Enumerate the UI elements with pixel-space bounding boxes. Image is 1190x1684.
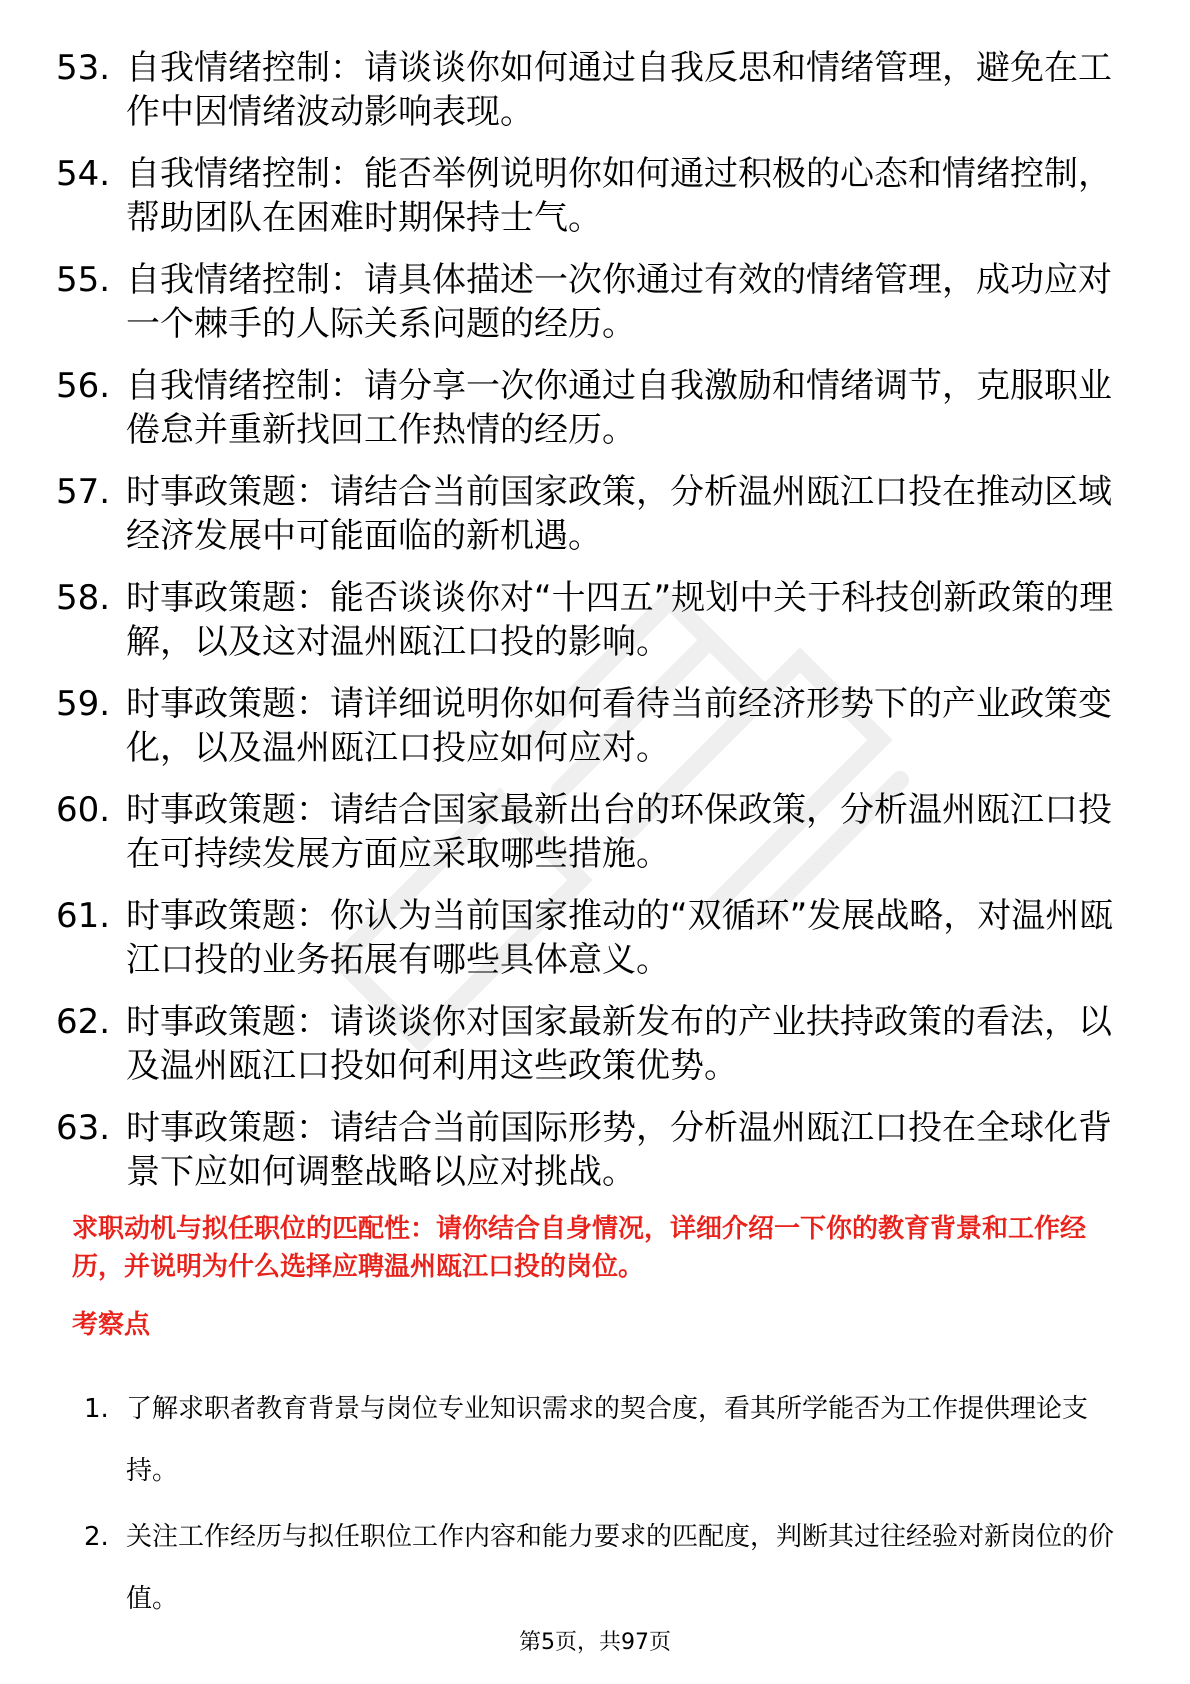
question-number: 53. xyxy=(56,48,111,88)
question-number: 54. xyxy=(56,154,111,194)
question-item xyxy=(56,1106,1136,1194)
question-text: 时事政策题：能否谈谈你对“十四五”规划中关于科技创新政策的理解，以及这对温州瓯江口投的影响。 xyxy=(126,578,1114,662)
question-text: 时事政策题：请结合当前国际形势，分析温州瓯江口投在全球化背景下应如何调整战略以应对挑战。 xyxy=(126,1108,1112,1192)
point-text: 关注工作经历与拟任职位工作内容和能力要求的匹配度，判断其过往经验对新岗位的价值。 xyxy=(126,1522,1115,1614)
question-item xyxy=(56,470,1136,558)
question-text: 时事政策题：请详细说明你如何看待当前经济形势下的产业政策变化，以及温州瓯江口投应如何应对。 xyxy=(126,684,1112,768)
question-number: 61. xyxy=(56,896,111,936)
question-number: 58. xyxy=(56,578,111,618)
question-item xyxy=(56,894,1136,982)
question-text: 时事政策题：请结合当前国家政策，分析温州瓯江口投在推动区域经济发展中可能面临的新机遇。 xyxy=(126,472,1112,556)
point-text: 了解求职者教育背景与岗位专业知识需求的契合度，看其所学能否为工作提供理论支持。 xyxy=(126,1394,1089,1486)
point-number: 2. xyxy=(84,1522,109,1552)
page-footer: 第5页，共97页 xyxy=(519,1630,671,1655)
question-number: 56. xyxy=(56,366,111,406)
question-item xyxy=(56,258,1136,346)
question-number: 59. xyxy=(56,684,111,724)
question-item xyxy=(56,576,1136,664)
question-text: 时事政策题：你认为当前国家推动的“双循环”发展战略，对温州瓯江口投的业务拓展有哪些具体意义。 xyxy=(126,896,1114,980)
question-list xyxy=(56,46,1136,1212)
section-title: 求职动机与拟任职位的匹配性：请你结合自身情况，详细介绍一下你的教育背景和工作经历，并说明为什么选择应聘温州瓯江口投的岗位。 xyxy=(72,1214,1087,1282)
question-item xyxy=(56,788,1136,876)
question-number: 63. xyxy=(56,1108,111,1148)
question-text: 自我情绪控制：请分享一次你通过自我激励和情绪调节，克服职业倦怠并重新找回工作热情的经历。 xyxy=(126,366,1112,450)
question-text: 时事政策题：请结合国家最新出台的环保政策，分析温州瓯江口投在可持续发展方面应采取哪些措施。 xyxy=(126,790,1112,874)
assessment-point xyxy=(84,1506,1134,1630)
assessment-point xyxy=(84,1378,1134,1502)
question-item xyxy=(56,1000,1136,1088)
question-item xyxy=(56,152,1136,240)
question-number: 62. xyxy=(56,1002,111,1042)
question-number: 57. xyxy=(56,472,111,512)
question-item xyxy=(56,364,1136,452)
question-number: 60. xyxy=(56,790,111,830)
question-item xyxy=(56,682,1136,770)
question-text: 自我情绪控制：请谈谈你如何通过自我反思和情绪管理，避免在工作中因情绪波动影响表现。 xyxy=(126,48,1112,132)
question-text: 时事政策题：请谈谈你对国家最新发布的产业扶持政策的看法，以及温州瓯江口投如何利用这些政策优势。 xyxy=(126,1002,1112,1086)
assessment-points-list xyxy=(84,1378,1134,1634)
assessment-points-heading: 考察点 xyxy=(72,1310,151,1340)
point-number: 1. xyxy=(84,1394,109,1424)
question-item xyxy=(56,46,1136,134)
question-text: 自我情绪控制：请具体描述一次你通过有效的情绪管理，成功应对一个棘手的人际关系问题的经历。 xyxy=(126,260,1112,344)
question-number: 55. xyxy=(56,260,111,300)
question-text: 自我情绪控制：能否举例说明你如何通过积极的心态和情绪控制，帮助团队在困难时期保持士气。 xyxy=(126,154,1112,238)
